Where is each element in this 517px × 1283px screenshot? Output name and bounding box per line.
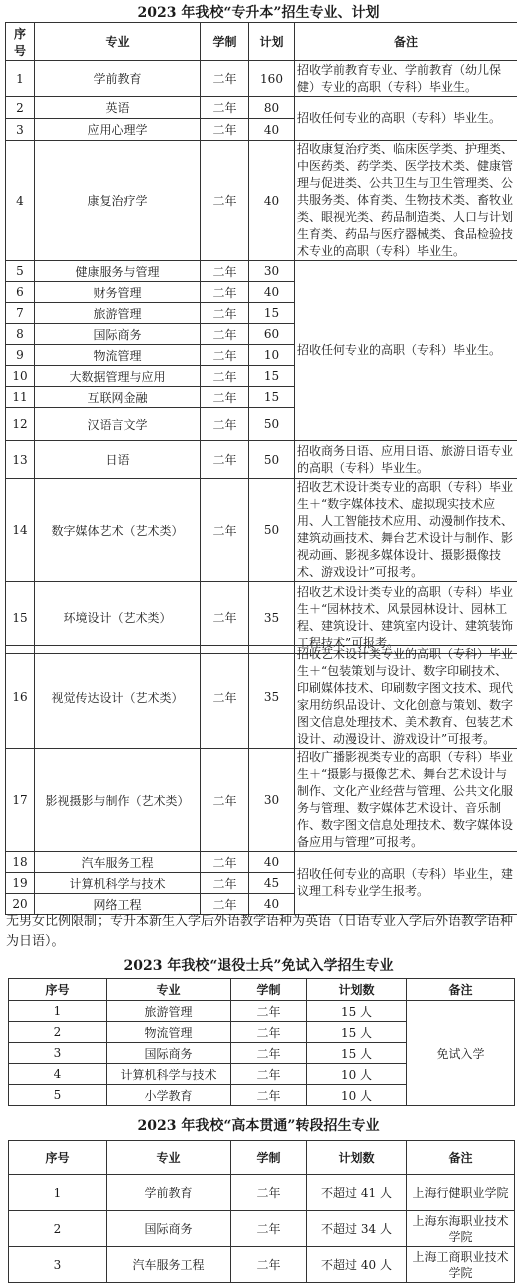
remark-cell: 招收康复治疗类、临床医学类、护理类、中医药类、药学类、医学技术类、健康管理与促进类、公共卫生与卫生管理类、公共服务类、体育类、生物技术类、畜牧业类、眼视光类、药品制造类、人口与计划生育类、药品与医疗器械类、食品检验技术专业的高职（专科）毕业生。 [295,141,517,261]
remark-cell: 招收任何专业的高职（专科）毕业生，建议理工科专业学生报考。 [295,852,517,915]
table-row: 15 环境设计（艺术类） 二年 35 招收艺术设计类专业的高职（专科）毕业生＋“园林技术、风景园林设计、园林工程、建筑设计、建筑室内设计、建筑装饰工程技术”可报考。 [6,582,517,654]
table-row: 12 汉语言文学 二年 50 [6,408,517,441]
remark-cell: 免试入学 [407,1001,515,1106]
remark-cell: 上海行健职业学院 [407,1175,515,1211]
footer-note: 无男女比例限制；专升本新生入学后外语教学语种为英语（日语专业入学后外语教学语种为日语）。 [6,912,514,952]
veteran-table [8,978,515,1106]
table-row: 14 数字媒体艺术（艺术类） 二年 50 招收艺术设计类专业的高职（专科）毕业生＋“数字媒体技术、虚拟现实技术应用、人工智能技术应用、动漫制作技术、建筑动画技术、舞台艺术设计与制作、影视动画、影视多媒体设计、摄影摄像技术、游戏设计”可报考。 [6,479,517,582]
table-row: 10 大数据管理与应用 二年 15 [6,366,517,387]
table-row: 1 学前教育 二年 不超过 41 人 上海行健职业学院 [9,1175,515,1211]
remark-cell: 上海工商职业技术学院 [407,1247,515,1283]
table-row: 9 物流管理 二年 10 [6,345,517,366]
col-header-remark: 备注 [295,23,517,61]
remark-cell: 招收广播影视类专业的高职（专科）毕业生＋“摄影与摄像艺术、舞台艺术设计与制作、文化产业经营与管理、公共文化服务与管理、数字媒体艺术设计、音乐制作、数字图文信息处理技术、数字媒体设备应用与管理”可报考。 [295,749,517,852]
title-highschool-bachelor: 2023 年我校“高本贯通”转段招生专业 [0,1115,517,1135]
table-row: 1 学前教育 二年 160 招收学前教育专业、学前教育（幼儿保健）专业的高职（专科）毕业生。 [6,61,517,97]
table-row: 3 国际商务 二年 15 人 [9,1043,515,1064]
table-row: 5 健康服务与管理 二年 30 招收任何专业的高职（专科）毕业生。 [6,261,517,282]
title-veteran-plan: 2023 年我校“退役士兵”免试入学招生专业 [0,955,517,975]
table-row: 6 财务管理 二年 40 [6,282,517,303]
col-header-no: 序 号 [6,23,35,61]
table-row: 5 小学教育 二年 10 人 [9,1085,515,1106]
table-row: 13 日语 二年 50 招收商务日语、应用日语、旅游日语专业的高职（专科）毕业生。 [6,441,517,479]
table-row: 1 旅游管理 二年 15 人 免试入学 [9,1001,515,1022]
table-row: 7 旅游管理 二年 15 [6,303,517,324]
table-row: 3 汽车服务工程 二年 不超过 40 人 上海工商职业技术学院 [9,1247,515,1283]
table-header-row: 序号 专业 学制 计划数 备注 [9,1141,515,1175]
table-row: 18 汽车服务工程 二年 40 招收任何专业的高职（专科）毕业生，建议理工科专业学生报考。 [6,852,517,873]
col-header-plan: 计划 [249,23,295,61]
table-row: 2 国际商务 二年 不超过 34 人 上海东海职业技术学院 [9,1211,515,1247]
col-header-years: 学制 [201,23,249,61]
table-row: 17 影视摄影与制作（艺术类） 二年 30 招收广播影视类专业的高职（专科）毕业生＋“摄影与摄像艺术、舞台艺术设计与制作、文化产业经营与管理、公共文化服务与管理、数字媒体艺术设计、音乐制作、数字图文信息处理技术、数字媒体设备应用与管理”可报考。 [6,749,517,852]
table-row: 3 应用心理学 二年 40 [6,119,517,141]
table-row: 8 国际商务 二年 60 [6,324,517,345]
table-row: 4 计算机科学与技术 二年 10 人 [9,1064,515,1085]
remark-cell: 招收商务日语、应用日语、旅游日语专业的高职（专科）毕业生。 [295,441,517,479]
remark-cell: 上海东海职业技术学院 [407,1211,515,1247]
highschool-bachelor-table [8,1140,515,1283]
table-row: 19 计算机科学与技术 二年 45 [6,873,517,894]
table-header-row [6,23,517,61]
remark-cell: 招收任何专业的高职（专科）毕业生。 [295,97,517,141]
table-row: 16 视觉传达设计（艺术类） 二年 35 招收艺术设计类专业的高职（专科）毕业生＋“包装策划与设计、数字印刷技术、印刷媒体技术、印刷数字图文技术、现代家用纺织品设计、文化创意与策划、数字图文信息处理技术、美术教育、包装艺术设计、动漫设计、游戏设计”可报考。 [6,646,517,749]
remark-cell: 招收艺术设计类专业的高职（专科）毕业生＋“园林技术、风景园林设计、园林工程、建筑设计、建筑室内设计、建筑装饰工程技术”可报考。 [295,582,517,654]
table-row: 2 物流管理 二年 15 人 [9,1022,515,1043]
upgrade-plan-table [5,22,517,654]
table-row: 2 英语 二年 80 招收任何专业的高职（专科）毕业生。 [6,97,517,119]
table-header-row: 序号 专业 学制 计划数 备注 [9,979,515,1001]
table-row: 20 网络工程 二年 40 [6,894,517,915]
remark-cell: 招收任何专业的高职（专科）毕业生。 [295,261,517,441]
remark-cell: 招收艺术设计类专业的高职（专科）毕业生＋“数字媒体技术、虚拟现实技术应用、人工智能技术应用、动漫制作技术、建筑动画技术、舞台艺术设计与制作、影视动画、影视多媒体设计、摄影摄像技术、游戏设计”可报考。 [295,479,517,582]
upgrade-plan-table-continued [5,645,517,915]
title-upgrade-plan: 2023 年我校“专升本”招生专业、计划 [0,2,517,22]
table-row: 11 互联网金融 二年 15 [6,387,517,408]
remark-cell: 招收学前教育专业、学前教育（幼儿保健）专业的高职（专科）毕业生。 [295,61,517,97]
table-row: 4 康复治疗学 二年 40 招收康复治疗类、临床医学类、护理类、中医药类、药学类、医学技术类、健康管理与促进类、公共卫生与卫生管理类、公共服务类、体育类、生物技术类、畜牧业类、眼视光类、药品制造类、人口与计划生育类、药品与医疗器械类、食品检验技术专业的高职（专科）毕业生。 [6,141,517,261]
remark-cell: 招收艺术设计类专业的高职（专科）毕业生＋“包装策划与设计、数字印刷技术、印刷媒体技术、印刷数字图文技术、现代家用纺织品设计、文化创意与策划、数字图文信息处理技术、美术教育、包装艺术设计、动漫设计、游戏设计”可报考。 [295,646,517,749]
col-header-major: 专业 [35,23,201,61]
